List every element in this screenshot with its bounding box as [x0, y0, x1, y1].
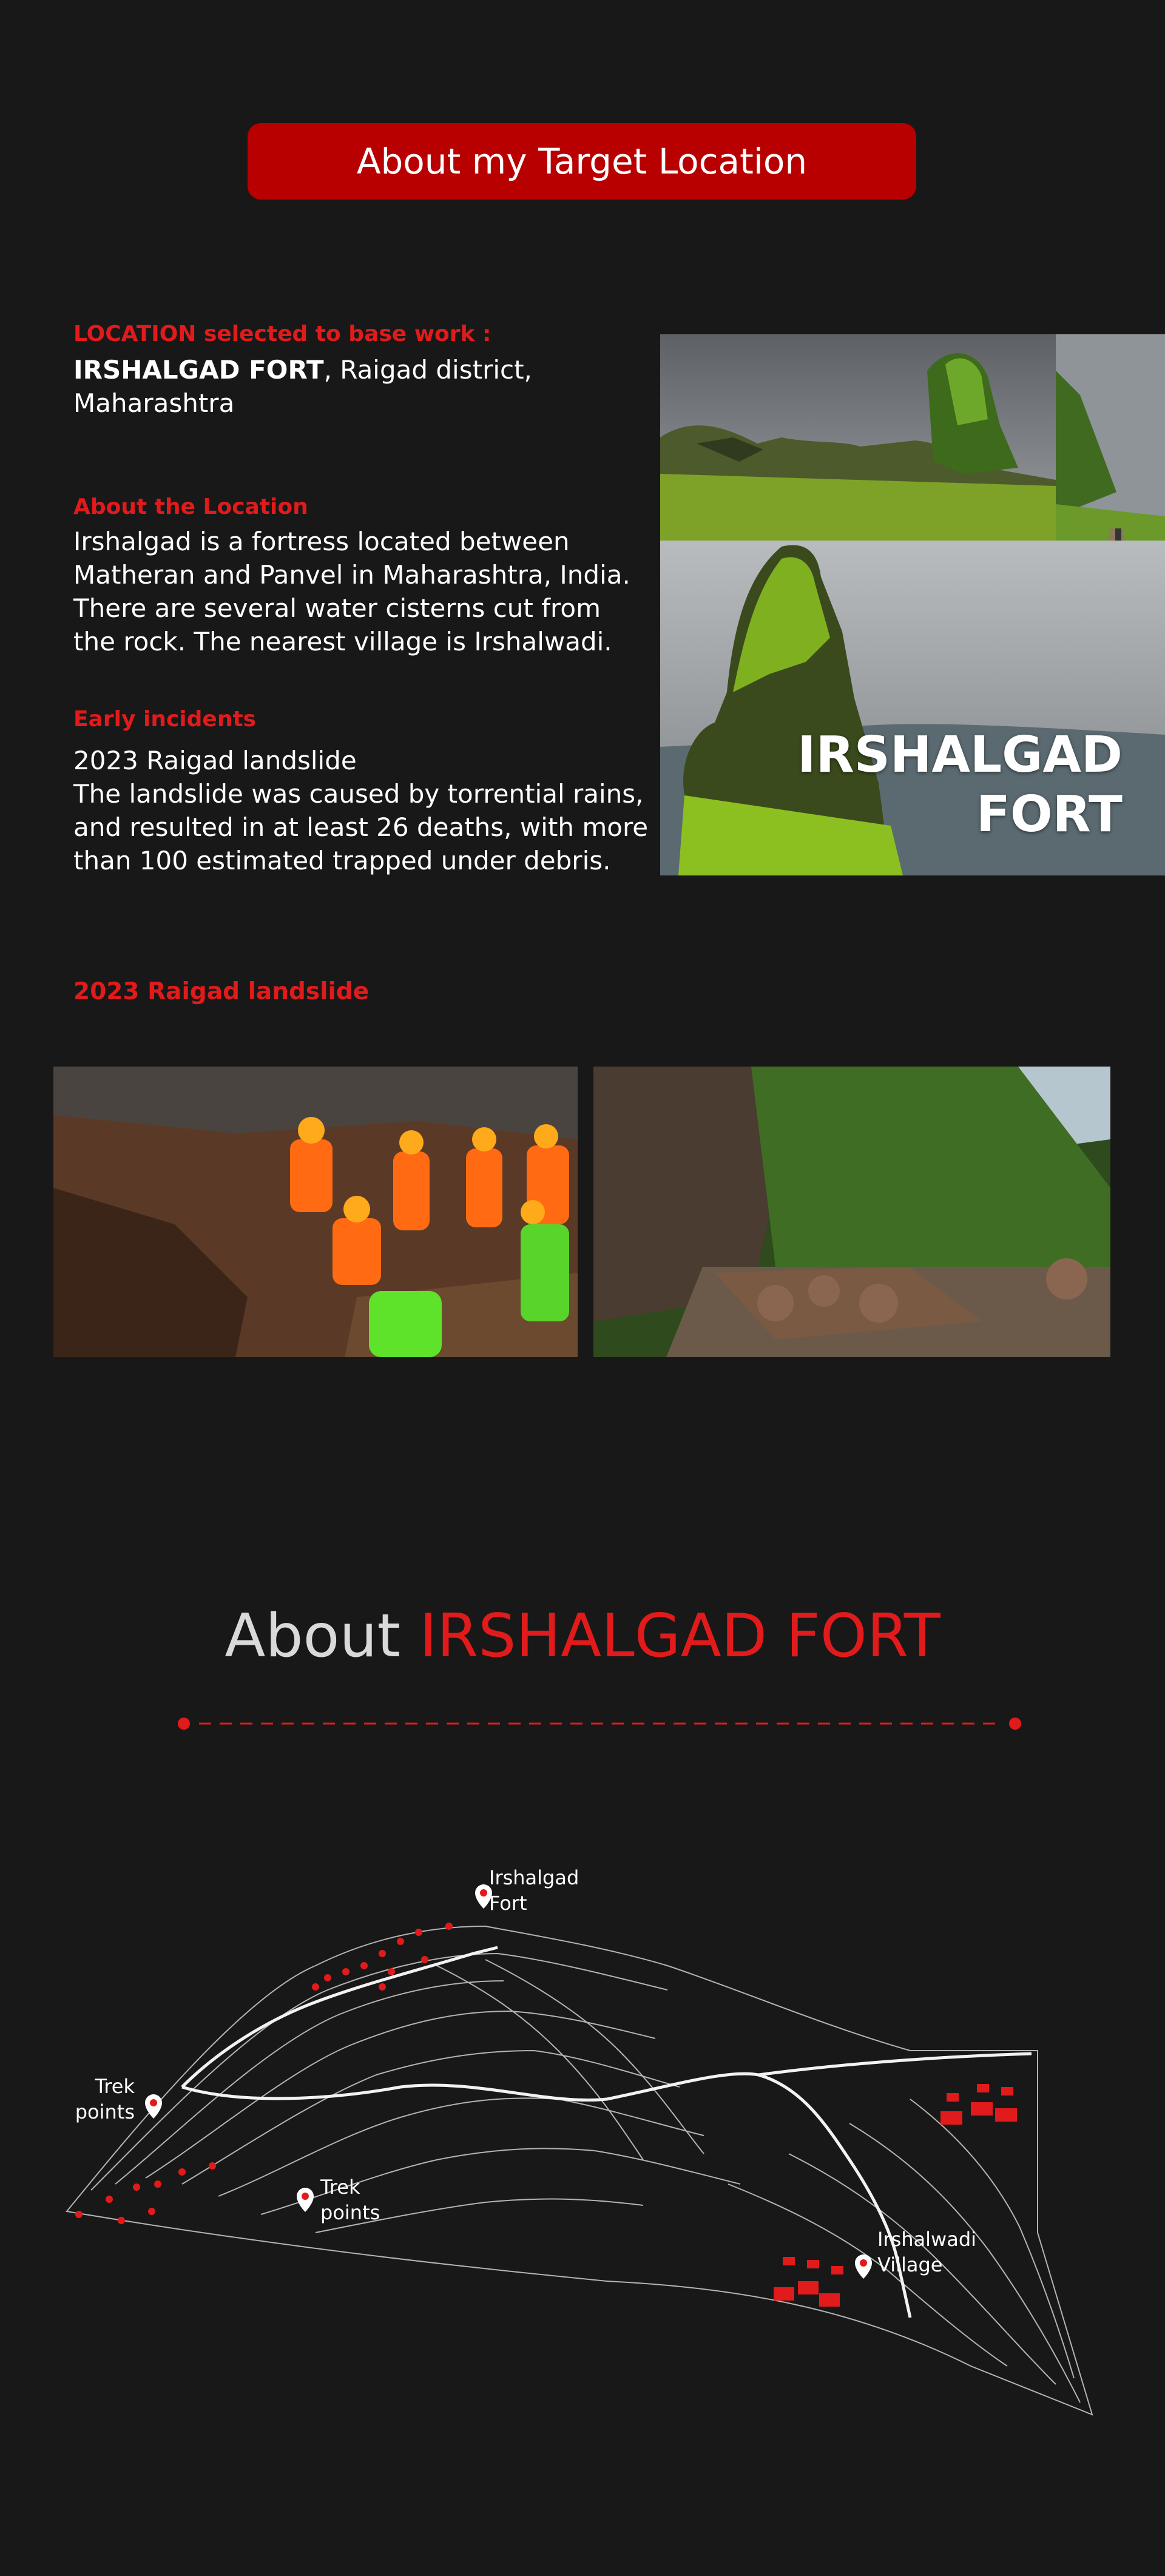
rescue-workers-photo-art: [53, 1067, 578, 1357]
about-location-text: [73, 525, 630, 658]
section-banner: [248, 123, 916, 200]
about-location-line: There are several water cisterns cut from: [73, 593, 601, 623]
location-name-rest: , Raigad district,: [323, 355, 532, 385]
rescue-workers-photo: [53, 1067, 578, 1357]
fort-map-label-line1: Irshalgad: [489, 1866, 579, 1889]
incidents-label: Early incidents: [73, 707, 257, 732]
incidents-text: [73, 744, 648, 877]
trek-points-left-line2: points: [75, 2100, 135, 2123]
about-location-line: the rock. The nearest village is Irshalwadi.: [73, 627, 612, 656]
location-name: [73, 353, 532, 420]
trek-points-mid-line2: points: [320, 2201, 380, 2224]
collage-title-line2: FORT: [976, 786, 1123, 843]
incidents-line: than 100 estimated trapped under debris.: [73, 846, 611, 875]
fort-photo-collage: [660, 334, 1165, 875]
trek-points-left-line1: Trek: [95, 2075, 135, 2098]
village-map-label: [877, 2227, 976, 2278]
village-map-label-line1: Irshalwadi: [877, 2228, 977, 2251]
fort-contour-map: [61, 1869, 1104, 2427]
collage-title-line1: IRSHALGAD: [797, 726, 1123, 784]
location-name-line2: Maharashtra: [73, 388, 235, 418]
about-location-label: About the Location: [73, 494, 308, 519]
plateau-photo-art: [660, 334, 1056, 541]
incidents-line: and resulted in at least 26 deaths, with more: [73, 812, 649, 842]
location-name-bold: IRSHALGAD FORT: [73, 355, 324, 385]
village-map-label-line2: Village: [877, 2253, 943, 2276]
dashed-divider: [175, 1715, 1024, 1733]
about-fort-heading: [0, 1602, 1165, 1671]
collage-title: [797, 726, 1123, 845]
plateau-photo: [660, 334, 1056, 541]
location-label: LOCATION selected to base work :: [73, 322, 491, 346]
trek-points-mid-label: [320, 2174, 380, 2225]
about-location-line: Matheran and Panvel in Maharashtra, India.: [73, 560, 630, 590]
banner-title: About my Target Location: [356, 141, 808, 182]
incidents-line: The landslide was caused by torrential rains,: [73, 779, 644, 809]
incidents-line: 2023 Raigad landslide: [73, 746, 357, 775]
trek-points-left-label: [74, 2074, 135, 2125]
landslide-road-photo-art: [593, 1067, 1110, 1357]
fort-map-label: [489, 1865, 579, 1916]
trek-points-mid-line1: Trek: [320, 2176, 360, 2199]
about-location-line: Irshalgad is a fortress located between: [73, 527, 570, 556]
fort-map-label-line2: Fort: [489, 1892, 527, 1915]
about-fort-heading-highlight: IRSHALGAD FORT: [419, 1602, 940, 1671]
landslide-section-label: 2023 Raigad landslide: [73, 978, 370, 1005]
about-fort-heading-prefix: About: [225, 1602, 420, 1671]
landslide-road-photo: [593, 1067, 1110, 1357]
